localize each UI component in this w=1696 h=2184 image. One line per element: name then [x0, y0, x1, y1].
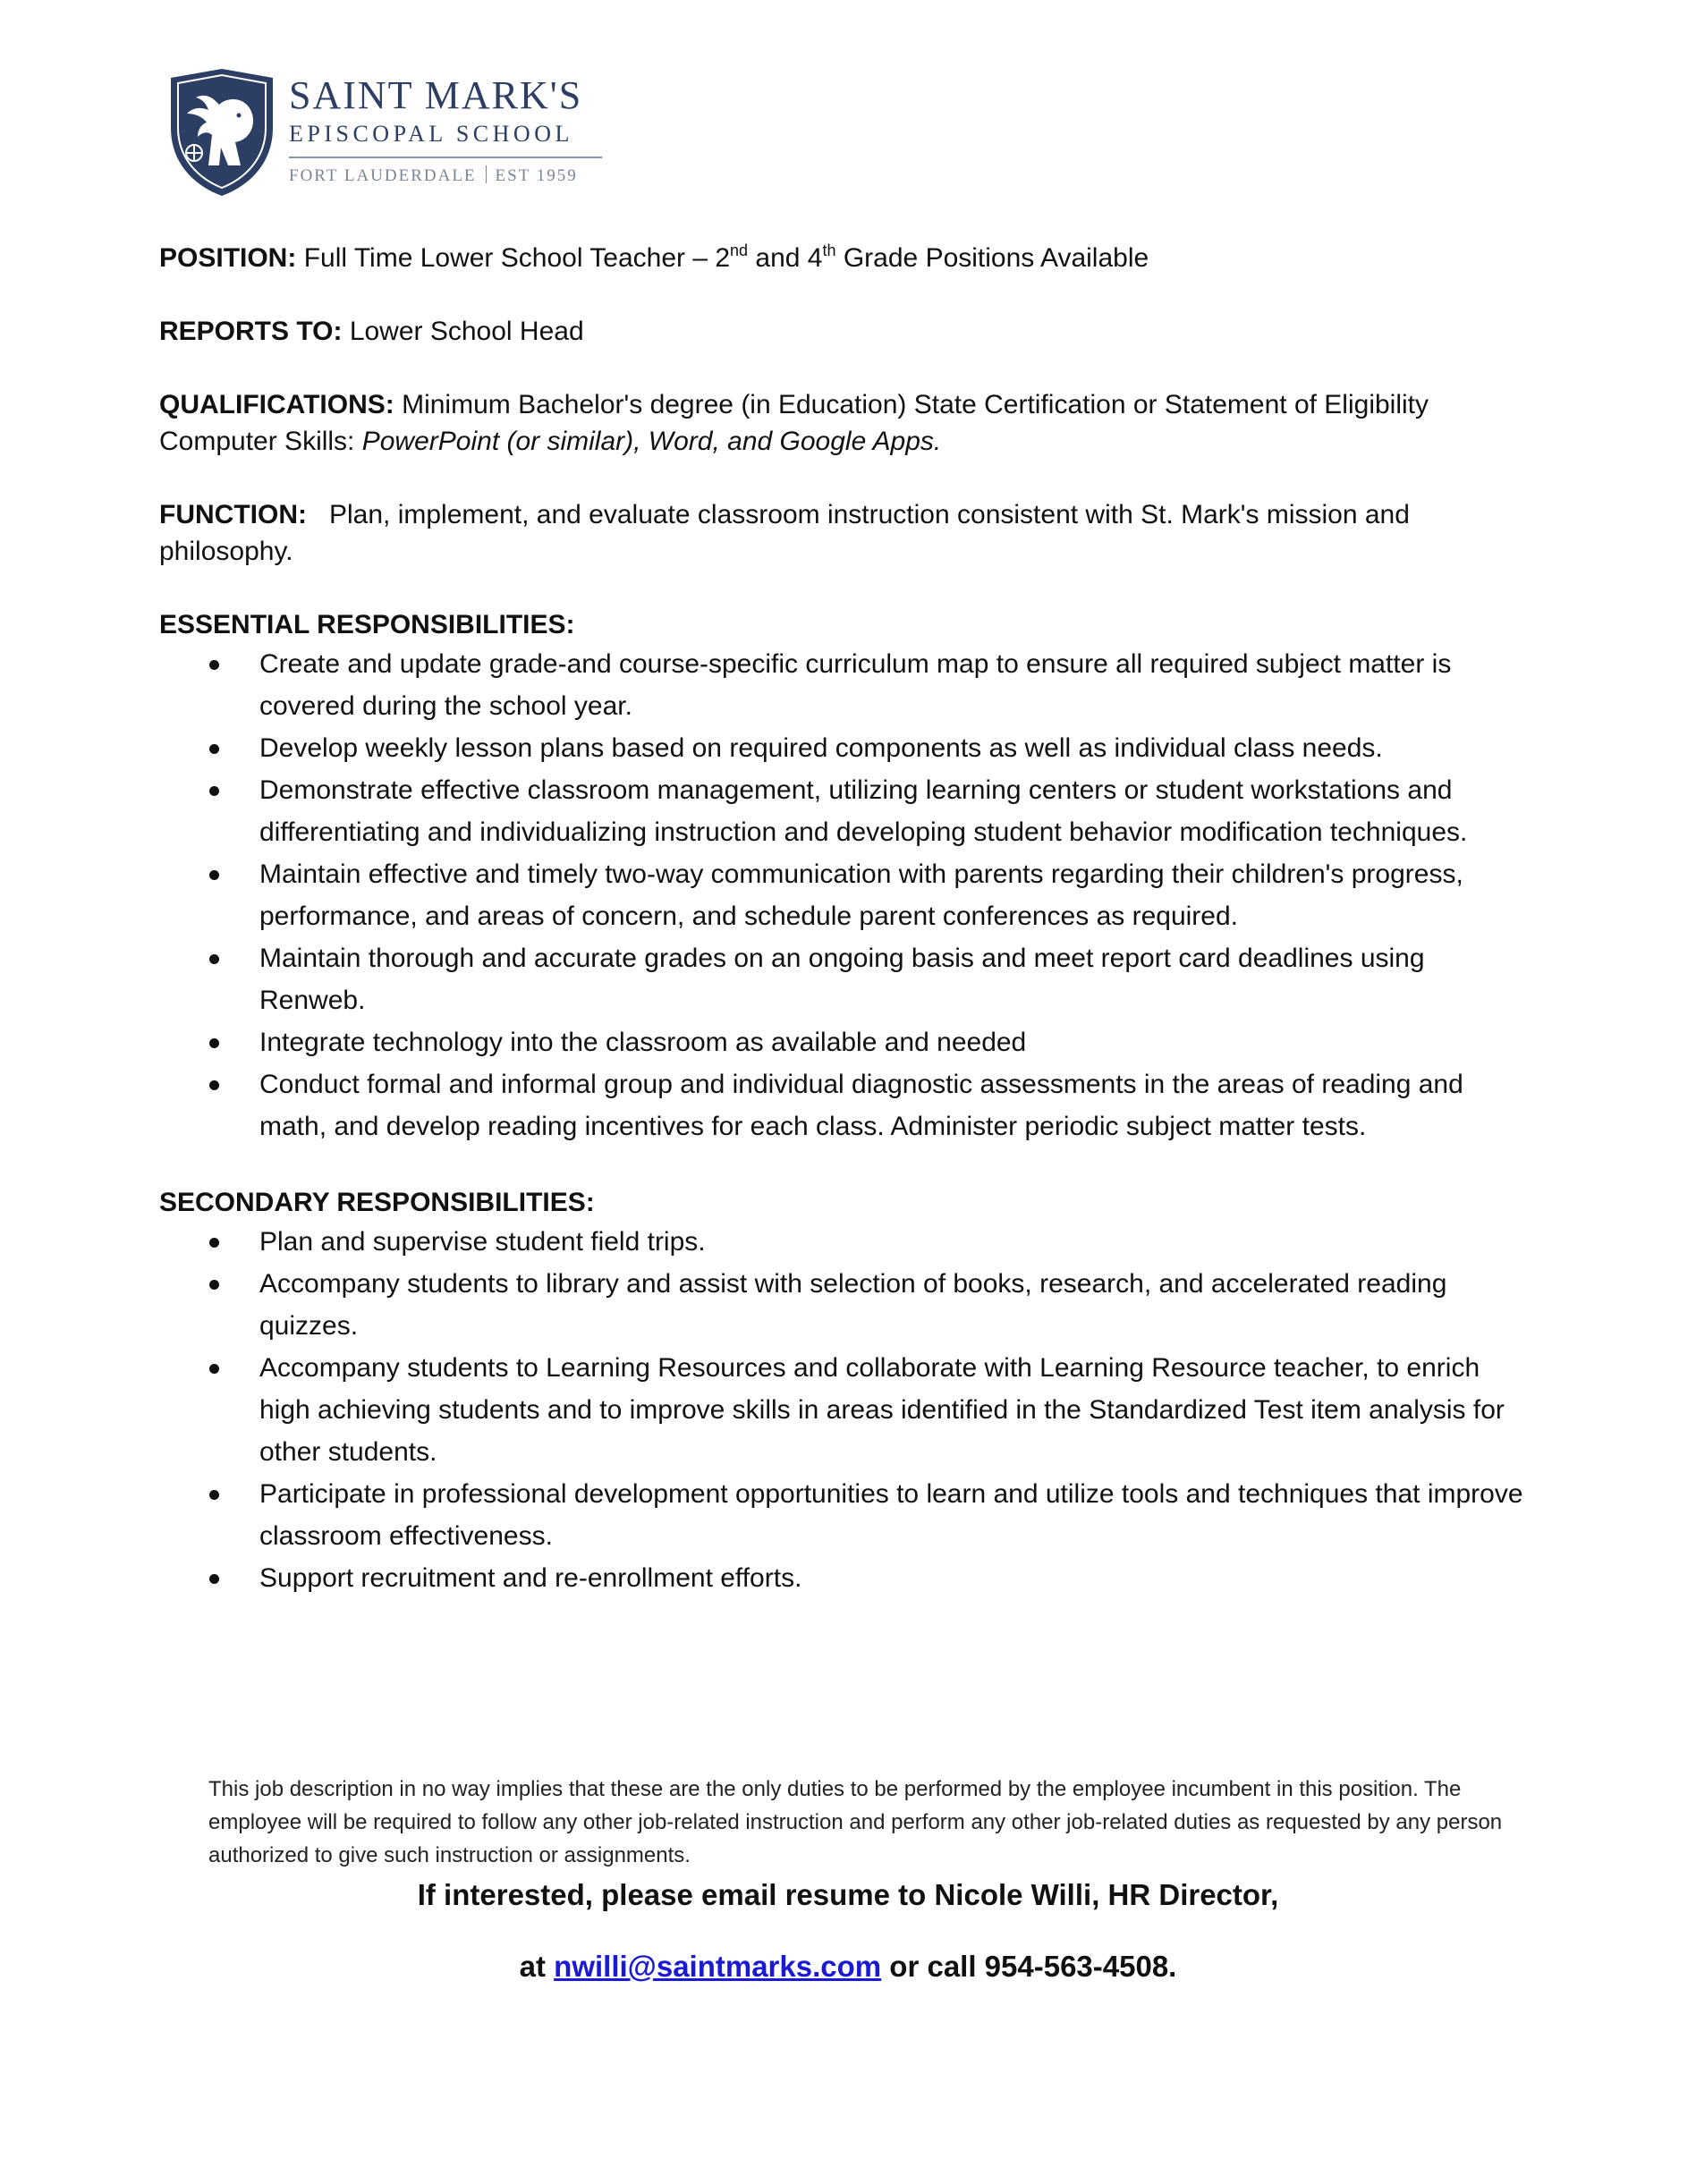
- logo-school-name: SAINT MARK'S: [289, 73, 583, 117]
- logo-separator: [486, 165, 487, 183]
- position-sup-2: th: [822, 241, 836, 259]
- position-text-3: Grade Positions Available: [835, 243, 1149, 273]
- logo-location: FORT LAUDERDALE: [289, 166, 477, 185]
- list-item: Plan and supervise student field trips.: [159, 1221, 1537, 1263]
- logo-established: EST 1959: [495, 166, 578, 185]
- qualifications-label: QUALIFICATIONS:: [159, 390, 394, 419]
- secondary-responsibilities-title: SECONDARY RESPONSIBILITIES:: [159, 1188, 595, 1217]
- qualifications-field: [159, 386, 1537, 460]
- list-item: Accompany students to Learning Resources and collaborate with Learning Resource teacher, to enrich high achieving students and to improve skills in areas identified in the Standardized Test item analysis for other students.: [159, 1347, 1537, 1473]
- position-text-2: and 4: [748, 243, 823, 273]
- function-field: [159, 496, 1537, 570]
- computer-skills-value: PowerPoint (or similar), Word, and Google Apps.: [361, 427, 942, 456]
- function-label: FUNCTION:: [159, 500, 307, 529]
- contact-suffix: or call 954-563-4508.: [881, 1950, 1177, 1983]
- disclaimer-text: This job description in no way implies that these are the only duties to be performed by the employee incumbent in this position. The employee will be required to follow any other job-related instruction and perform any other job-related duties as requested by any person authorized to give such instruction or assignments.: [208, 1777, 1503, 1867]
- list-item: Maintain effective and timely two-way communication with parents regarding their children's progress, performance, and areas of concern, and schedule parent conferences as required.: [159, 853, 1537, 937]
- contact-prefix: at: [519, 1950, 555, 1983]
- reports-to-field: [159, 313, 1537, 350]
- logo-divider: [289, 157, 602, 158]
- list-item: Accompany students to library and assist with selection of books, research, and accelerated reading quizzes.: [159, 1263, 1537, 1347]
- essential-responsibilities-title: ESSENTIAL RESPONSIBILITIES:: [159, 610, 575, 639]
- school-logo: [164, 65, 629, 204]
- contact-line-1: If interested, please email resume to Nicole Willi, HR Director,: [417, 1878, 1279, 1911]
- function-value: Plan, implement, and evaluate classroom instruction consistent with St. Mark's mission and philosophy.: [159, 500, 1410, 566]
- logo-location-line: [289, 165, 629, 186]
- list-item: Develop weekly lesson plans based on required components as well as individual class needs.: [159, 727, 1537, 769]
- qualifications-value: Minimum Bachelor's degree (in Education) State Certification or Statement of Eligibility: [402, 390, 1429, 419]
- email-link[interactable]: nwilli@saintmarks.com: [554, 1950, 882, 1983]
- position-value: [304, 243, 1149, 273]
- secondary-responsibilities-list: [159, 1221, 1537, 1599]
- job-description: [159, 240, 1537, 1636]
- position-field: [159, 240, 1537, 276]
- list-item: Demonstrate effective classroom management, utilizing learning centers or student workstations and differentiating and individualizing instruction and developing student behavior modification techniques.: [159, 769, 1537, 853]
- list-item: Integrate technology into the classroom as available and needed: [159, 1021, 1537, 1063]
- computer-skills-label: Computer Skills:: [159, 427, 362, 456]
- list-item: Support recruitment and re-enrollment efforts.: [159, 1557, 1537, 1599]
- position-sup-1: nd: [730, 241, 749, 259]
- position-text-1: Full Time Lower School Teacher – 2: [303, 243, 731, 273]
- logo-subtitle: EPISCOPAL SCHOOL: [289, 121, 573, 147]
- shield-crest-icon: [164, 65, 280, 199]
- reports-to-value: Lower School Head: [349, 317, 584, 346]
- contact-line-2: [0, 1950, 1696, 1984]
- list-item: Maintain thorough and accurate grades on an ongoing basis and meet report card deadlines using Renweb.: [159, 937, 1537, 1021]
- essential-responsibilities-list: [159, 643, 1537, 1147]
- position-label: POSITION:: [159, 243, 297, 273]
- reports-to-label: REPORTS TO:: [159, 317, 343, 346]
- list-item: Create and update grade-and course-specific curriculum map to ensure all required subject matter is covered during the school year.: [159, 643, 1537, 727]
- list-item: Conduct formal and informal group and individual diagnostic assessments in the areas of reading and math, and develop reading incentives for each class. Administer periodic subject matter tests.: [159, 1063, 1537, 1147]
- list-item: Participate in professional development opportunities to learn and utilize tools and techniques that improve classroom effectiveness.: [159, 1473, 1537, 1557]
